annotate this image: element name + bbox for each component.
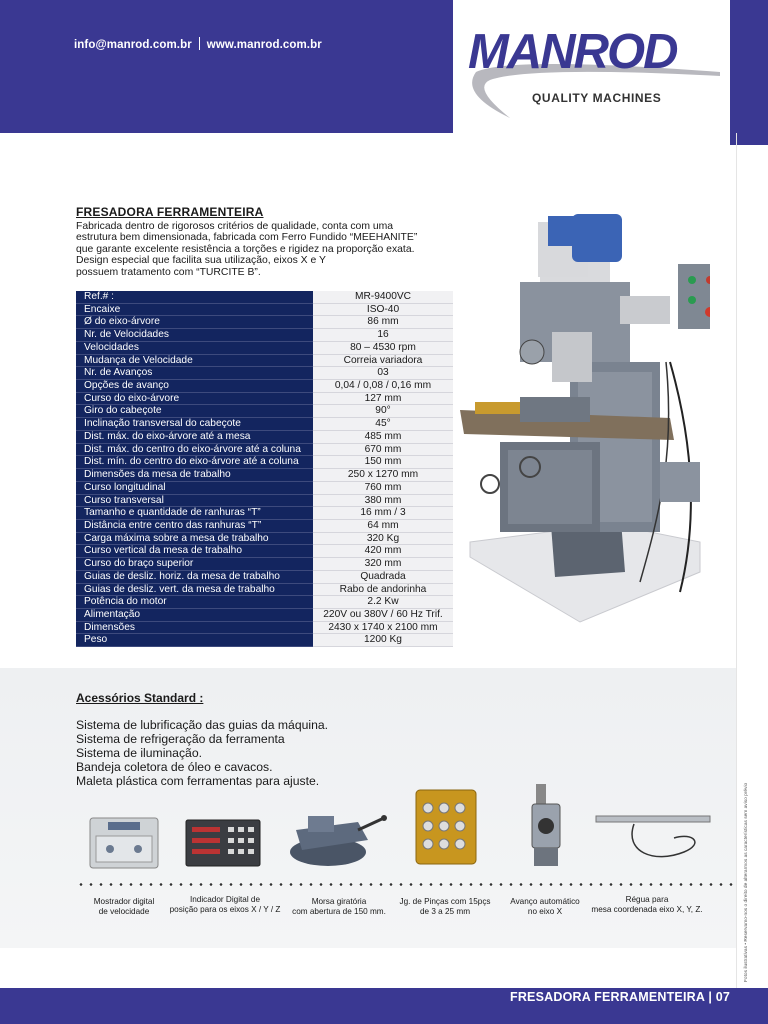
- spec-row: [76, 443, 453, 456]
- product-intro: [76, 221, 456, 278]
- spec-row: [76, 519, 453, 532]
- spec-row: [76, 558, 453, 571]
- spec-row: [76, 418, 453, 431]
- spec-row: [76, 392, 453, 405]
- intro-line: estrutura bem dimensionada, fabricada com Ferro Fundido “MEEHANITE”: [76, 232, 418, 244]
- spec-value: 90°: [313, 405, 453, 418]
- spec-value: 127 mm: [313, 392, 453, 405]
- power-feed-image: [528, 782, 568, 868]
- product-title: FRESADORA FERRAMENTEIRA: [76, 205, 264, 219]
- spec-label: Curso transversal: [76, 494, 313, 507]
- spec-value: 250 x 1270 mm: [313, 469, 453, 482]
- spec-value: MR-9400VC: [313, 291, 453, 303]
- intro-line: Fabricada dentro de rigorosos critérios de qualidade, conta com uma: [76, 221, 394, 232]
- accessory-item: Sistema de iluminação.: [76, 746, 202, 760]
- spec-label: Curso longitudinal: [76, 481, 313, 494]
- intro-line: possuem tratamento com “TURCITE B”.: [76, 266, 261, 278]
- footer-title: FRESADORA FERRAMENTEIRA | 07: [509, 990, 730, 1004]
- accessories-title: Acessórios Standard :: [76, 691, 204, 705]
- spec-value: 16 mm / 3: [313, 507, 453, 520]
- spec-value: 320 Kg: [313, 532, 453, 545]
- accessory-item: Sistema de lubrificação das guias da máquina.: [76, 718, 329, 732]
- spec-value: 2.2 Kw: [313, 596, 453, 609]
- accessory-caption: Avanço automático no eixo X: [510, 897, 580, 916]
- spec-value: 0,04 / 0,08 / 0,16 mm: [313, 380, 453, 393]
- spec-value: 03: [313, 367, 453, 380]
- spec-label: Guias de desliz. horiz. da mesa de trabalho: [76, 570, 313, 583]
- spec-label: Giro do cabeçote: [76, 405, 313, 418]
- brand-logo: MANROD: [468, 25, 677, 79]
- spec-label: Potência do motor: [76, 596, 313, 609]
- spec-value: 380 mm: [313, 494, 453, 507]
- spec-value: 1200 Kg: [313, 634, 453, 647]
- spec-row: [76, 608, 453, 621]
- milling-machine-image: [460, 212, 710, 627]
- spec-label: Velocidades: [76, 341, 313, 354]
- spec-label: Curso vertical da mesa de trabalho: [76, 545, 313, 558]
- header-right-strip: [730, 0, 768, 145]
- accessory-item: Maleta plástica com ferramentas para ajuste.: [76, 774, 320, 788]
- spec-label: Guias de desliz. vert. da mesa de trabalho: [76, 583, 313, 596]
- spec-row: [76, 481, 453, 494]
- spec-label: Carga máxima sobre a mesa de trabalho: [76, 532, 313, 545]
- spec-row: [76, 291, 453, 303]
- content-border: [736, 133, 737, 988]
- spec-label: Ref.# :: [76, 291, 313, 303]
- collet-set-image: [414, 786, 478, 866]
- email-link[interactable]: info@manrod.com.br: [74, 39, 192, 51]
- spec-label: Dimensões: [76, 621, 313, 634]
- spec-label: Distância entre centro das ranhuras “T”: [76, 519, 313, 532]
- linear-scale-image: [594, 812, 712, 870]
- spec-row: [76, 303, 453, 316]
- contact-separator: [199, 37, 200, 50]
- spec-row: [76, 634, 453, 647]
- spec-row: [76, 494, 453, 507]
- spec-value: 16: [313, 329, 453, 342]
- spec-label: Encaixe: [76, 303, 313, 316]
- intro-line: que garante excelente resistência a torções e rigidez na proporção exata.: [76, 243, 415, 255]
- spec-row: [76, 532, 453, 545]
- swivel-vise-image: [288, 800, 388, 870]
- spec-row: [76, 507, 453, 520]
- intro-line: Design especial que facilita sua utilização, eixos X e Y: [76, 255, 326, 267]
- spec-label: Nr. de Velocidades: [76, 329, 313, 342]
- brand-tagline: QUALITY MACHINES: [532, 91, 662, 105]
- page-number: 07: [715, 990, 730, 1004]
- accessory-caption: Régua para mesa coordenada eixo X, Y, Z.: [591, 895, 703, 914]
- spec-label: Peso: [76, 634, 313, 647]
- accessory-item: Bandeja coletora de óleo e cavacos.: [76, 760, 273, 774]
- spec-row: [76, 596, 453, 609]
- spec-label: Curso do eixo-árvore: [76, 392, 313, 405]
- accessory-caption: Morsa giratória com abertura de 150 mm.: [292, 897, 386, 916]
- spec-row: [76, 354, 453, 367]
- spec-label: Nr. de Avanços: [76, 367, 313, 380]
- spec-value: ISO-40: [313, 303, 453, 316]
- spec-label: Dimensões da mesa de trabalho: [76, 469, 313, 482]
- spec-row: [76, 329, 453, 342]
- spec-value: 485 mm: [313, 430, 453, 443]
- spec-label: Dist. mín. do centro do eixo-árvore até a coluna: [76, 456, 313, 469]
- spec-value: 420 mm: [313, 545, 453, 558]
- spec-row: [76, 583, 453, 596]
- side-note: Fotos ilustrativas • Reservamo-nos o direito de alterarmos as características sem aviso prévio: [744, 782, 749, 982]
- spec-value: 760 mm: [313, 481, 453, 494]
- spec-row: [76, 621, 453, 634]
- spec-value: 80 – 4530 rpm: [313, 341, 453, 354]
- spec-value: 86 mm: [313, 316, 453, 329]
- spec-row: [76, 469, 453, 482]
- speed-display-image: [88, 816, 160, 870]
- accessory-caption: Jg. de Pinças com 15pçs de 3 a 25 mm: [399, 897, 491, 916]
- dotted-divider: [76, 883, 734, 886]
- website-link[interactable]: www.manrod.com.br: [206, 39, 322, 51]
- accessory-item: Sistema de refrigeração da ferramenta: [76, 732, 285, 746]
- spec-label: Dist. máx. do eixo-árvore até a mesa: [76, 430, 313, 443]
- spec-value: Quadrada: [313, 570, 453, 583]
- spec-value: Rabo de andorinha: [313, 583, 453, 596]
- spec-value: 320 mm: [313, 558, 453, 571]
- spec-value: 150 mm: [313, 456, 453, 469]
- spec-label: Opções de avanço: [76, 380, 313, 393]
- accessory-caption: Indicador Digital de posição para os eixos X / Y / Z: [169, 895, 281, 914]
- spec-label: Inclinação transversal do cabeçote: [76, 418, 313, 431]
- contact-info: [74, 37, 322, 51]
- spec-label: Curso do braço superior: [76, 558, 313, 571]
- spec-row: [76, 570, 453, 583]
- spec-table: [76, 291, 453, 647]
- spec-value: 2430 x 1740 x 2100 mm: [313, 621, 453, 634]
- accessory-caption: Mostrador digital de velocidade: [93, 897, 155, 916]
- spec-value: 45°: [313, 418, 453, 431]
- spec-value: Correia variadora: [313, 354, 453, 367]
- spec-label: Alimentação: [76, 608, 313, 621]
- accessories-list: [76, 718, 328, 788]
- spec-label: Ø do eixo-árvore: [76, 316, 313, 329]
- spec-label: Tamanho e quantidade de ranhuras “T”: [76, 507, 313, 520]
- spec-value: 670 mm: [313, 443, 453, 456]
- spec-value: 220V ou 380V / 60 Hz Trif.: [313, 608, 453, 621]
- spec-row: [76, 316, 453, 329]
- spec-row: [76, 367, 453, 380]
- spec-row: [76, 380, 453, 393]
- spec-row: [76, 456, 453, 469]
- spec-row: [76, 430, 453, 443]
- spec-row: [76, 405, 453, 418]
- spec-row: [76, 545, 453, 558]
- spec-value: 64 mm: [313, 519, 453, 532]
- spec-label: Mudança de Velocidade: [76, 354, 313, 367]
- spec-label: Dist. máx. do centro do eixo-árvore até a coluna: [76, 443, 313, 456]
- spec-row: [76, 341, 453, 354]
- digital-readout-image: [184, 818, 262, 868]
